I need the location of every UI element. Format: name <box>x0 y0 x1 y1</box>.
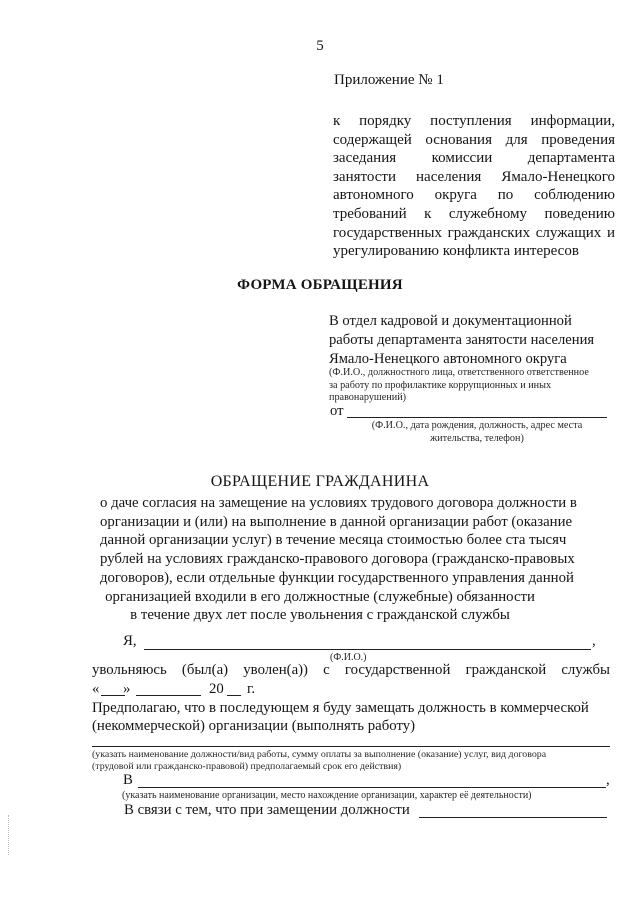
request-line: договоров), если отдельные функции государственного управления данной <box>100 569 574 586</box>
dismissal-word: увольняюсь <box>92 662 167 678</box>
dismissal-word: уволен(а)) <box>243 662 308 678</box>
dismissal-line <box>92 662 610 679</box>
job-field-line[interactable] <box>92 746 610 747</box>
addressee-line: работы департамента занятости населения <box>329 331 595 348</box>
date-open-quote: « <box>92 681 100 697</box>
i-label: Я, <box>123 633 137 649</box>
addressee-line: В отдел кадровой и документационной <box>329 313 572 329</box>
from-field-line[interactable] <box>347 417 607 418</box>
fio-comma: , <box>592 633 596 649</box>
dismissal-word: гражданской <box>465 662 547 678</box>
assume-text-line: Предполагаю, что в последующем я буду замещать должность в коммерческой <box>92 700 589 716</box>
addressee-note <box>329 367 619 405</box>
request-line: организацией входили в его должностные (служебные) обязанности <box>105 588 535 605</box>
request-line: организации и (или) на выполнение в данной организации работ (оказание <box>100 513 573 530</box>
from-note-line: жительства, телефон) <box>430 432 524 444</box>
dismissal-word: (был(а) <box>181 662 229 678</box>
addressee-line: Ямало-Ненецкого автономного округа <box>329 350 567 367</box>
addressee-note-line: правонарушений) <box>329 392 407 404</box>
date-year-prefix: 20 <box>209 681 224 697</box>
from-note <box>346 420 608 445</box>
appendix-line: автономного округа по соблюдению <box>333 187 615 204</box>
org-comma: , <box>606 772 610 788</box>
date-year-suffix: г. <box>247 681 256 697</box>
org-field-line[interactable] <box>138 787 606 788</box>
request-line: в течение двух лет после увольнения с гражданской службы <box>130 607 510 624</box>
request-title: ОБРАЩЕНИЕ ГРАЖДАНИНА <box>210 473 430 490</box>
appendix-line: требований к служебному поведению <box>333 205 615 222</box>
appendix-line: урегулированию конфликта интересов <box>333 243 579 260</box>
page-number: 5 <box>316 38 324 54</box>
request-line: рублей на условиях гражданско-правового договора (гражданско-правовых <box>100 551 575 568</box>
scan-margin-mark <box>8 815 10 855</box>
assume-text-line: (некоммерческой) организации (выполнять работу) <box>92 718 416 734</box>
connection-text: В связи с тем, что при замещении должности <box>124 802 410 818</box>
appendix-title: Приложение № 1 <box>334 72 444 88</box>
form-title: ФОРМА ОБРАЩЕНИЯ <box>237 277 403 293</box>
dismissal-word: государственной <box>344 662 451 678</box>
appendix-line: заседания комиссии департамента <box>333 150 615 167</box>
addressee-block <box>329 312 619 368</box>
fio-field-line[interactable] <box>144 649 591 650</box>
from-note-line: (Ф.И.О., дата рождения, должность, адрес места <box>371 420 583 431</box>
date-day-field[interactable] <box>101 695 125 696</box>
date-month-field[interactable] <box>136 695 201 696</box>
in-label: В <box>123 772 133 788</box>
from-label: от <box>330 403 344 419</box>
job-note-line: (трудовой или гражданско-правовой) предполагаемый срок его действия) <box>92 761 402 772</box>
appendix-line: государственных гражданских служащих и <box>333 224 615 241</box>
job-note-line: (указать наименование должности/вид работы, сумму оплаты за выполнение (оказание) услуг, вид договора <box>92 749 547 760</box>
appendix-line: к порядку поступления информации, <box>333 113 615 129</box>
position-field-line[interactable] <box>419 817 607 818</box>
appendix-line: занятости населения Ямало-Ненецкого <box>333 168 615 185</box>
request-line: о даче согласия на замещение на условиях трудового договора должности в <box>100 495 577 511</box>
appendix-description <box>333 112 615 261</box>
addressee-note-line: (Ф.И.О., должностного лица, ответственного ответственное <box>329 367 589 378</box>
request-subject <box>100 494 577 625</box>
dismissal-word: с <box>323 662 330 678</box>
appendix-line: содержащей основания для проведения <box>333 131 615 148</box>
org-note: (указать наименование организации, место нахождение организации, характер её деятельности) <box>122 790 532 801</box>
addressee-note-line: за работу по профилактике коррупционных и иных <box>329 379 552 391</box>
date-year-field[interactable] <box>227 695 241 696</box>
dismissal-word: службы <box>561 662 610 678</box>
date-close-quote: » <box>123 681 131 697</box>
fio-note: (Ф.И.О.) <box>330 652 367 663</box>
request-line: данной организации услуг) в течение месяца стоимостью более ста тысяч <box>100 532 567 549</box>
